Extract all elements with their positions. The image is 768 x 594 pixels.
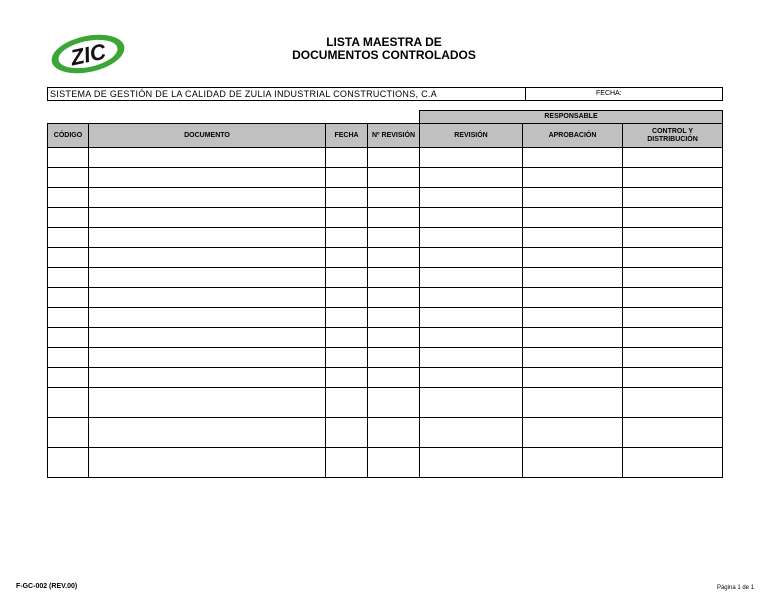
col-revision: REVISIÓN bbox=[420, 124, 523, 148]
table-row bbox=[48, 268, 723, 288]
table-cell[interactable] bbox=[48, 208, 89, 228]
table-row bbox=[48, 388, 723, 418]
table-cell[interactable] bbox=[89, 308, 326, 328]
table-cell[interactable] bbox=[420, 248, 523, 268]
table-cell[interactable] bbox=[523, 248, 623, 268]
table-row bbox=[48, 168, 723, 188]
table-row bbox=[48, 418, 723, 448]
table-cell[interactable] bbox=[523, 228, 623, 248]
table-cell[interactable] bbox=[623, 228, 723, 248]
table-cell[interactable] bbox=[623, 188, 723, 208]
table-cell[interactable] bbox=[89, 168, 326, 188]
table-row bbox=[48, 248, 723, 268]
table-cell[interactable] bbox=[326, 168, 368, 188]
table-cell[interactable] bbox=[48, 388, 89, 418]
table-cell[interactable] bbox=[326, 448, 368, 478]
table-cell[interactable] bbox=[420, 388, 523, 418]
table-cell[interactable] bbox=[326, 328, 368, 348]
col-control-line2: DISTRIBUCIÓN bbox=[647, 135, 698, 143]
company-logo bbox=[48, 32, 128, 76]
table-cell[interactable] bbox=[623, 448, 723, 478]
document-title bbox=[240, 36, 528, 62]
table-cell[interactable] bbox=[48, 228, 89, 248]
table-cell[interactable] bbox=[368, 208, 420, 228]
table-cell[interactable] bbox=[326, 148, 368, 168]
table-cell[interactable] bbox=[623, 328, 723, 348]
table-row bbox=[48, 328, 723, 348]
table-cell[interactable] bbox=[48, 288, 89, 308]
table-cell[interactable] bbox=[623, 388, 723, 418]
table-row bbox=[48, 208, 723, 228]
table-cell[interactable] bbox=[623, 148, 723, 168]
table-cell[interactable] bbox=[89, 288, 326, 308]
table-cell[interactable] bbox=[326, 348, 368, 368]
table-cell[interactable] bbox=[420, 448, 523, 478]
table-row bbox=[48, 448, 723, 478]
table-cell[interactable] bbox=[368, 268, 420, 288]
col-control-line1: CONTROL Y bbox=[652, 127, 693, 135]
title-line-1: LISTA MAESTRA DE bbox=[326, 35, 442, 49]
table-cell[interactable] bbox=[48, 418, 89, 448]
date-label: FECHA: bbox=[596, 90, 622, 97]
table-cell[interactable] bbox=[523, 348, 623, 368]
col-codigo: CÓDIGO bbox=[48, 124, 89, 148]
table-cell[interactable] bbox=[368, 188, 420, 208]
table-cell[interactable] bbox=[326, 418, 368, 448]
table-cell[interactable] bbox=[420, 288, 523, 308]
header-row bbox=[48, 124, 723, 148]
table-cell[interactable] bbox=[623, 368, 723, 388]
table-cell[interactable] bbox=[420, 168, 523, 188]
table-cell[interactable] bbox=[89, 208, 326, 228]
table-cell[interactable] bbox=[623, 268, 723, 288]
col-fecha: FECHA bbox=[326, 124, 368, 148]
table-cell[interactable] bbox=[368, 308, 420, 328]
table-cell[interactable] bbox=[326, 268, 368, 288]
table-cell[interactable] bbox=[623, 418, 723, 448]
table-row bbox=[48, 348, 723, 368]
table-cell[interactable] bbox=[368, 228, 420, 248]
table-row bbox=[48, 188, 723, 208]
logo-letters: ZIC bbox=[68, 38, 109, 71]
form-code: F-GC-002 (REV.00) bbox=[16, 583, 78, 590]
table-cell[interactable] bbox=[89, 368, 326, 388]
table-cell[interactable] bbox=[89, 268, 326, 288]
table-cell[interactable] bbox=[420, 368, 523, 388]
table-cell[interactable] bbox=[623, 248, 723, 268]
table-cell[interactable] bbox=[523, 168, 623, 188]
table-cell[interactable] bbox=[368, 448, 420, 478]
system-name: SISTEMA DE GESTIÓN DE LA CALIDAD DE ZULIA INDUSTRIAL CONSTRUCTIONS, C.A bbox=[48, 88, 526, 100]
table-cell[interactable] bbox=[623, 348, 723, 368]
table-cell[interactable] bbox=[48, 268, 89, 288]
table-cell[interactable] bbox=[89, 348, 326, 368]
table-cell[interactable] bbox=[523, 148, 623, 168]
table-cell[interactable] bbox=[368, 418, 420, 448]
table-cell[interactable] bbox=[89, 248, 326, 268]
table-cell[interactable] bbox=[368, 388, 420, 418]
table-cell[interactable] bbox=[523, 448, 623, 478]
col-documento: DOCUMENTO bbox=[89, 124, 326, 148]
table-cell[interactable] bbox=[326, 308, 368, 328]
responsable-row bbox=[48, 111, 723, 124]
table-cell[interactable] bbox=[420, 268, 523, 288]
table-cell[interactable] bbox=[48, 168, 89, 188]
table-cell[interactable] bbox=[623, 208, 723, 228]
title-line-2: DOCUMENTOS CONTROLADOS bbox=[292, 48, 476, 62]
col-control bbox=[623, 124, 723, 148]
table-cell[interactable] bbox=[368, 248, 420, 268]
table-cell[interactable] bbox=[420, 188, 523, 208]
table-cell[interactable] bbox=[89, 188, 326, 208]
table-cell[interactable] bbox=[89, 448, 326, 478]
table-row bbox=[48, 288, 723, 308]
table-cell[interactable] bbox=[368, 328, 420, 348]
table-cell[interactable] bbox=[48, 148, 89, 168]
table-cell[interactable] bbox=[523, 208, 623, 228]
responsable-header: RESPONSABLE bbox=[420, 111, 723, 124]
table-cell[interactable] bbox=[326, 248, 368, 268]
table-cell[interactable] bbox=[368, 168, 420, 188]
table-cell[interactable] bbox=[48, 448, 89, 478]
table-cell[interactable] bbox=[523, 188, 623, 208]
table-cell[interactable] bbox=[48, 308, 89, 328]
table-cell[interactable] bbox=[420, 418, 523, 448]
table-cell[interactable] bbox=[326, 288, 368, 308]
table-cell[interactable] bbox=[89, 388, 326, 418]
table-cell[interactable] bbox=[523, 388, 623, 418]
table-cell[interactable] bbox=[89, 228, 326, 248]
table-row bbox=[48, 148, 723, 168]
table-cell[interactable] bbox=[523, 418, 623, 448]
table-cell[interactable] bbox=[326, 388, 368, 418]
table-cell[interactable] bbox=[89, 148, 326, 168]
table-cell[interactable] bbox=[368, 348, 420, 368]
table-cell[interactable] bbox=[326, 368, 368, 388]
table-cell[interactable] bbox=[420, 208, 523, 228]
table-cell[interactable] bbox=[48, 328, 89, 348]
table-cell[interactable] bbox=[523, 328, 623, 348]
table-cell[interactable] bbox=[420, 148, 523, 168]
table-cell[interactable] bbox=[523, 368, 623, 388]
table-cell[interactable] bbox=[368, 368, 420, 388]
table-cell[interactable] bbox=[420, 348, 523, 368]
table-cell[interactable] bbox=[326, 228, 368, 248]
documents-table bbox=[47, 110, 723, 478]
table-cell[interactable] bbox=[48, 248, 89, 268]
table-cell[interactable] bbox=[523, 308, 623, 328]
table-cell[interactable] bbox=[623, 168, 723, 188]
table-cell[interactable] bbox=[48, 348, 89, 368]
table-cell[interactable] bbox=[89, 328, 326, 348]
table-row bbox=[48, 368, 723, 388]
table-cell[interactable] bbox=[48, 188, 89, 208]
table-cell[interactable] bbox=[523, 268, 623, 288]
col-aprobacion: APROBACIÓN bbox=[523, 124, 623, 148]
table-cell[interactable] bbox=[420, 308, 523, 328]
table-cell[interactable] bbox=[420, 228, 523, 248]
table-cell[interactable] bbox=[523, 288, 623, 308]
table-cell[interactable] bbox=[623, 308, 723, 328]
table-cell[interactable] bbox=[420, 328, 523, 348]
table-row bbox=[48, 308, 723, 328]
table-cell[interactable] bbox=[326, 208, 368, 228]
table-cell[interactable] bbox=[623, 288, 723, 308]
table-cell[interactable] bbox=[48, 368, 89, 388]
table-cell[interactable] bbox=[89, 418, 326, 448]
system-info-row bbox=[47, 87, 723, 101]
table-cell[interactable] bbox=[368, 148, 420, 168]
col-revision-no: Nº REVISIÓN bbox=[368, 124, 420, 148]
table-cell[interactable] bbox=[368, 288, 420, 308]
table-cell[interactable] bbox=[326, 188, 368, 208]
page-number: Página 1 de 1 bbox=[716, 585, 754, 591]
table-row bbox=[48, 228, 723, 248]
